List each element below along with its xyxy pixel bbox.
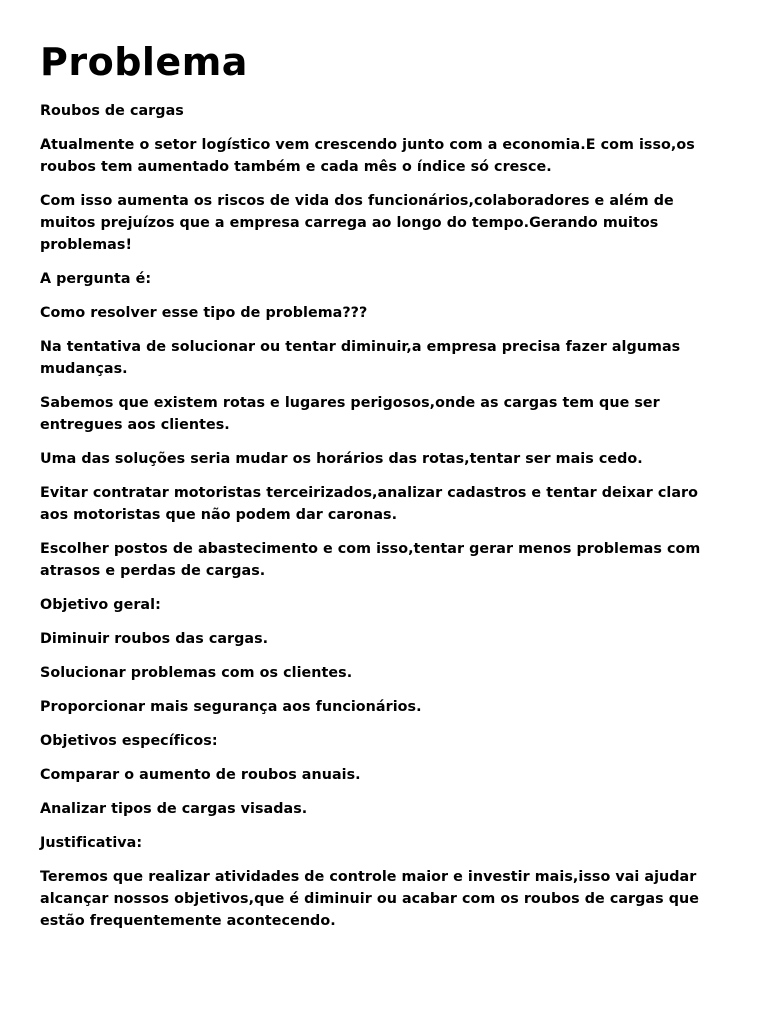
paragraph-solution-fuel-stations: Escolher postos de abastecimento e com isso,tentar gerar menos problemas com atrasos e perdas de cargas. (40, 541, 701, 579)
subtitle-roubos-de-cargas: Roubos de cargas (40, 103, 184, 119)
specific-objective-item: Comparar o aumento de roubos anuais. (40, 767, 361, 783)
paragraph-context: Atualmente o setor logístico vem crescendo junto com a economia.E com isso,os roubos tem aumentado também e cada mês o índice só cresce. (40, 137, 695, 175)
objective-item: Proporcionar mais segurança aos funcionários. (40, 699, 422, 715)
specific-objective-item: Analizar tipos de cargas visadas. (40, 801, 308, 817)
heading-specific-objectives: Objetivos específicos: (40, 733, 218, 749)
objective-item: Diminuir roubos das cargas. (40, 631, 269, 647)
page-title: Problema (40, 40, 248, 84)
paragraph-justification: Teremos que realizar atividades de controle maior e investir mais,isso vai ajudar alcançar nossos objetivos,que é diminuir ou acabar com os roubos de cargas que estão frequentemente acontecendo. (40, 869, 699, 929)
paragraph-risks: Com isso aumenta os riscos de vida dos funcionários,colaboradores e além de muitos prejuízos que a empresa carrega ao longo do tempo.Gerando muitos problemas! (40, 193, 674, 253)
paragraph-routes: Sabemos que existem rotas e lugares perigosos,onde as cargas tem que ser entregues aos clientes. (40, 395, 660, 433)
paragraph-changes: Na tentativa de solucionar ou tentar diminuir,a empresa precisa fazer algumas mudanças. (40, 339, 681, 377)
heading-question: A pergunta é: (40, 271, 152, 287)
heading-justification: Justificativa: (40, 835, 143, 851)
heading-general-objective: Objetivo geral: (40, 597, 161, 613)
paragraph-solution-schedule: Uma das soluções seria mudar os horários das rotas,tentar ser mais cedo. (40, 451, 643, 467)
paragraph-solution-drivers: Evitar contratar motoristas terceirizados,analizar cadastros e tentar deixar claro aos motoristas que não podem dar caronas. (40, 485, 698, 523)
objective-item: Solucionar problemas com os clientes. (40, 665, 353, 681)
paragraph-question: Como resolver esse tipo de problema??? (40, 305, 368, 321)
